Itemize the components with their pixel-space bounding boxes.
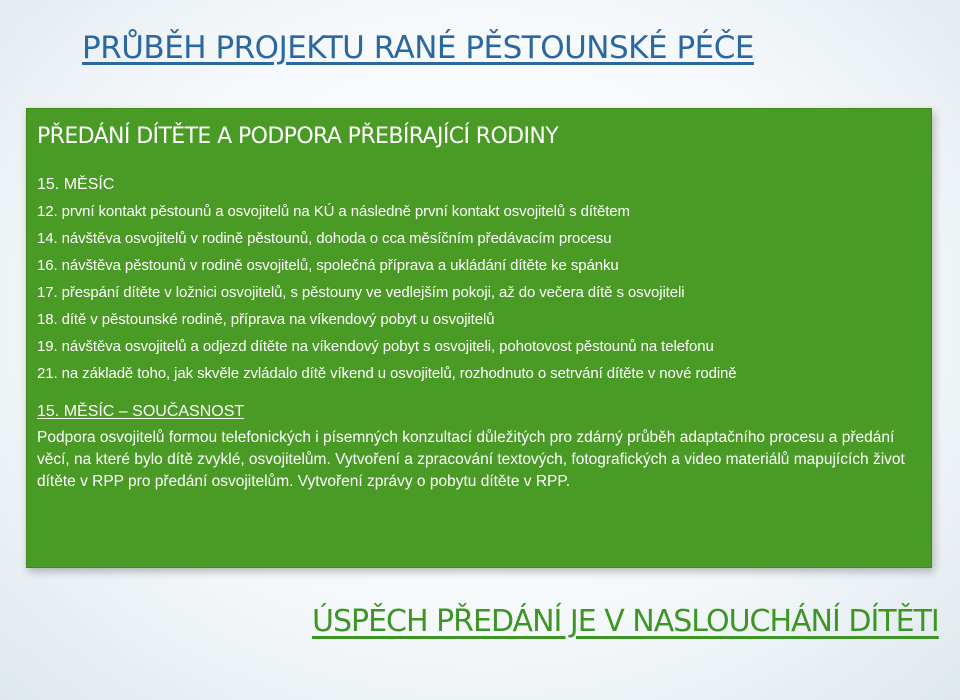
timeline-item: 14. návštěva osvojitelů v rodině pěstounů, dohoda o cca měsíčním předávacím procesu — [37, 230, 612, 247]
panel-heading: PŘEDÁNÍ DÍTĚTE A PODPORA PŘEBÍRAJÍCÍ RODINY — [37, 124, 559, 149]
timeline-item: 18. dítě v pěstounské rodině, příprava na víkendový pobyt u osvojitelů — [37, 311, 495, 328]
closing-title: ÚSPĚCH PŘEDÁNÍ JE V NASLOUCHÁNÍ DÍTĚTI — [312, 604, 939, 639]
month-label-15: 15. MĚSÍC — [37, 176, 115, 193]
timeline-item: 21. na základě toho, jak skvěle zvládalo dítě víkend u osvojitelů, rozhodnuto o setrvání dítěte v nové rodině — [37, 365, 737, 382]
timeline-item: 19. návštěva osvojitelů a odjezd dítěte na víkendový pobyt s osvojiteli, pohotovost pěstounů na telefonu — [37, 338, 714, 355]
timeline-item: 16. návštěva pěstounů v rodině osvojitelů, společná příprava a ukládání dítěte ke spánku — [37, 257, 619, 274]
month-label-present: 15. MĚSÍC – SOUČASNOST — [37, 403, 245, 420]
page-title: PRŮBĚH PROJEKTU RANÉ PĚSTOUNSKÉ PÉČE — [82, 30, 754, 66]
support-paragraph: Podpora osvojitelů formou telefonických i písemných konzultací důležitých pro zdárný průběh adaptačního procesu a předání věcí, na které bylo dítě zvyklé, osvojitelům. Vytvoření a zpracování textových, fotografických a video materiálů mapujících život dítěte v RPP pro předání osvojitelům. Vytvoření zprávy o pobytu dítěte v RPP. — [37, 429, 905, 490]
content-panel — [26, 108, 932, 568]
timeline-item: 12. první kontakt pěstounů a osvojitelů na KÚ a následně první kontakt osvojitelů s dítětem — [37, 203, 630, 220]
timeline-item: 17. přespání dítěte v ložnici osvojitelů, s pěstouny ve vedlejším pokoji, až do večera dítě s osvojiteli — [37, 284, 685, 301]
timeline-list — [37, 198, 919, 387]
